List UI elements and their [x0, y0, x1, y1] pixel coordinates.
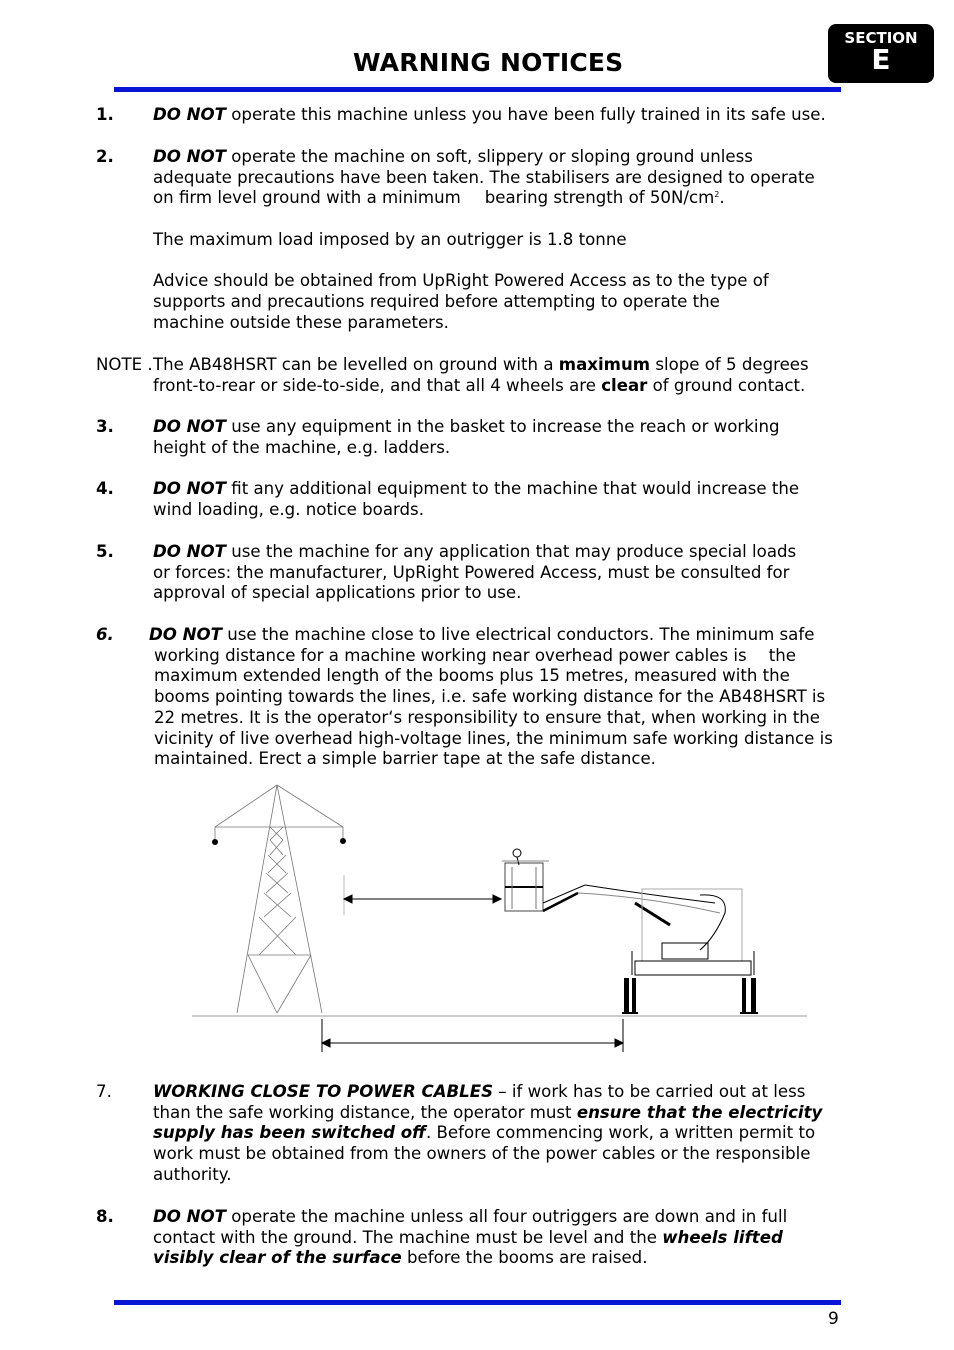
item-text: Advice should be obtained from UpRight Powered Access as to the type of: [153, 271, 769, 291]
note-text: of ground contact.: [647, 375, 806, 395]
item-heading: WORKING CLOSE TO POWER CABLES: [153, 1082, 494, 1101]
note-text: front-to-rear or side-to-side, and that all 4 wheels are: [153, 375, 602, 395]
item-text: the: [768, 645, 796, 665]
item-text: adequate precautions have been taken. The stabilisers are designed to operate: [153, 167, 815, 187]
note-emphasis: clear: [601, 375, 648, 395]
item-text: working distance for a machine working near overhead power cables is: [154, 645, 747, 665]
item-text: maximum extended length of the booms plus 15 metres, measured with the: [154, 666, 790, 686]
item-number: 8.: [96, 1207, 114, 1226]
page-title: WARNING NOTICES: [353, 48, 624, 77]
warning-item-6: [149, 625, 859, 770]
item-text: .: [719, 188, 725, 208]
warning-item-8: [153, 1207, 853, 1269]
item-text: or forces: the manufacturer, UpRight Powered Access, must be consulted for: [153, 562, 790, 582]
item-text: supports and precautions required before attempting to operate the: [153, 291, 720, 311]
do-not-label: DO NOT: [153, 417, 226, 436]
note-text: The AB48HSRT can be levelled on ground with a: [153, 355, 559, 374]
warning-item-5: [153, 542, 853, 604]
item-number-digit: 7: [96, 1082, 107, 1101]
item-text: use any equipment in the basket to increase the reach or working: [225, 417, 780, 436]
insulator-left: [212, 839, 218, 845]
do-not-label: DO NOT: [153, 1207, 226, 1226]
item-text: wind loading, e.g. notice boards.: [153, 499, 424, 519]
note-text: slope of 5 degrees: [650, 355, 809, 374]
item-number: [96, 1082, 112, 1103]
section-letter: E: [871, 43, 891, 76]
item-text: bearing strength of 50N/cm: [484, 188, 715, 208]
do-not-label: DO NOT: [153, 147, 226, 166]
item-emphasis: ensure that the electricity: [576, 1102, 823, 1122]
item-text: operate this machine unless you have been fully trained in its safe use.: [225, 105, 826, 124]
item-text: vicinity of live overhead high-voltage lines, the minimum safe working distance is: [154, 728, 833, 748]
note-paragraph: [153, 355, 853, 396]
item-text: contact with the ground. The machine must be level and the: [153, 1227, 663, 1247]
item-text: approval of special applications prior to use.: [153, 583, 522, 603]
item-number: 3.: [96, 417, 114, 436]
section-label: SECTION: [844, 29, 918, 47]
page-number: 9: [828, 1309, 839, 1329]
do-not-label: DO NOT: [153, 105, 226, 124]
boom-icon: [543, 885, 725, 950]
item-text: 22 metres. It is the operator‘s responsibility to ensure that, when working in the: [154, 707, 820, 727]
item-text: operate the machine unless all four outriggers are down and in full: [225, 1207, 788, 1226]
note-label: NOTE .: [96, 355, 153, 374]
item-number: 6.: [96, 625, 114, 644]
item-number-dot: .: [106, 1082, 112, 1101]
item-text: machine outside these parameters.: [153, 312, 449, 332]
item-text: work must be obtained from the owners of the power cables or the responsible: [153, 1144, 811, 1164]
item-number: 1.: [96, 105, 114, 124]
item-number: 2.: [96, 147, 114, 166]
do-not-label: DO NOT: [149, 625, 222, 644]
item-text: – if work has to be carried out at less: [493, 1082, 806, 1101]
warning-item-7: [153, 1082, 853, 1186]
item-text: on firm level ground with a minimum: [153, 188, 461, 208]
item-text: maintained. Erect a simple barrier tape at the safe distance.: [154, 749, 656, 769]
item-text: fit any additional equipment to the machine that would increase the: [225, 479, 800, 498]
item-text: operate the machine on soft, slippery or sloping ground unless: [225, 147, 753, 166]
item-number: 4.: [96, 479, 114, 498]
item-text: use the machine for any application that may produce special loads: [225, 542, 797, 561]
item-text: authority.: [153, 1164, 232, 1184]
item-text: use the machine close to live electrical conductors. The minimum safe: [221, 625, 815, 644]
note-emphasis: maximum: [558, 355, 651, 374]
ground-distance-arrow: [322, 1019, 623, 1052]
warning-item-2: [153, 147, 853, 333]
item-text: . Before commencing work, a written permit to: [425, 1123, 816, 1143]
safe-distance-diagram: [180, 775, 820, 1060]
do-not-label: DO NOT: [153, 542, 226, 561]
item-text: height of the machine, e.g. ladders.: [153, 437, 451, 457]
warning-item-4: [153, 479, 853, 520]
item-emphasis: supply has been switched off: [153, 1123, 426, 1143]
do-not-label: DO NOT: [153, 479, 226, 498]
item-emphasis: wheels lifted: [662, 1227, 783, 1247]
item-text: before the booms are raised.: [401, 1248, 648, 1268]
header-rule: [114, 87, 841, 92]
working-distance-arrow: [344, 875, 501, 915]
item-emphasis: visibly clear of the surface: [153, 1248, 402, 1268]
item-text: The maximum load imposed by an outrigger is 1.8 tonne: [153, 229, 627, 249]
item-number: 5.: [96, 542, 114, 561]
item-text: than the safe working distance, the operator must: [153, 1102, 577, 1122]
item-text: booms pointing towards the lines, i.e. safe working distance for the AB48HSRT is: [154, 687, 826, 707]
machine-chassis-icon: [622, 889, 758, 1013]
section-badge: [828, 24, 934, 83]
warning-item-3: [153, 417, 853, 458]
pylon-icon: [215, 785, 343, 1013]
insulator-right: [340, 838, 346, 844]
warning-item-1: [153, 105, 853, 126]
footer-rule: [114, 1300, 841, 1305]
basket-icon: [502, 849, 549, 911]
superscript: 2: [714, 190, 720, 200]
